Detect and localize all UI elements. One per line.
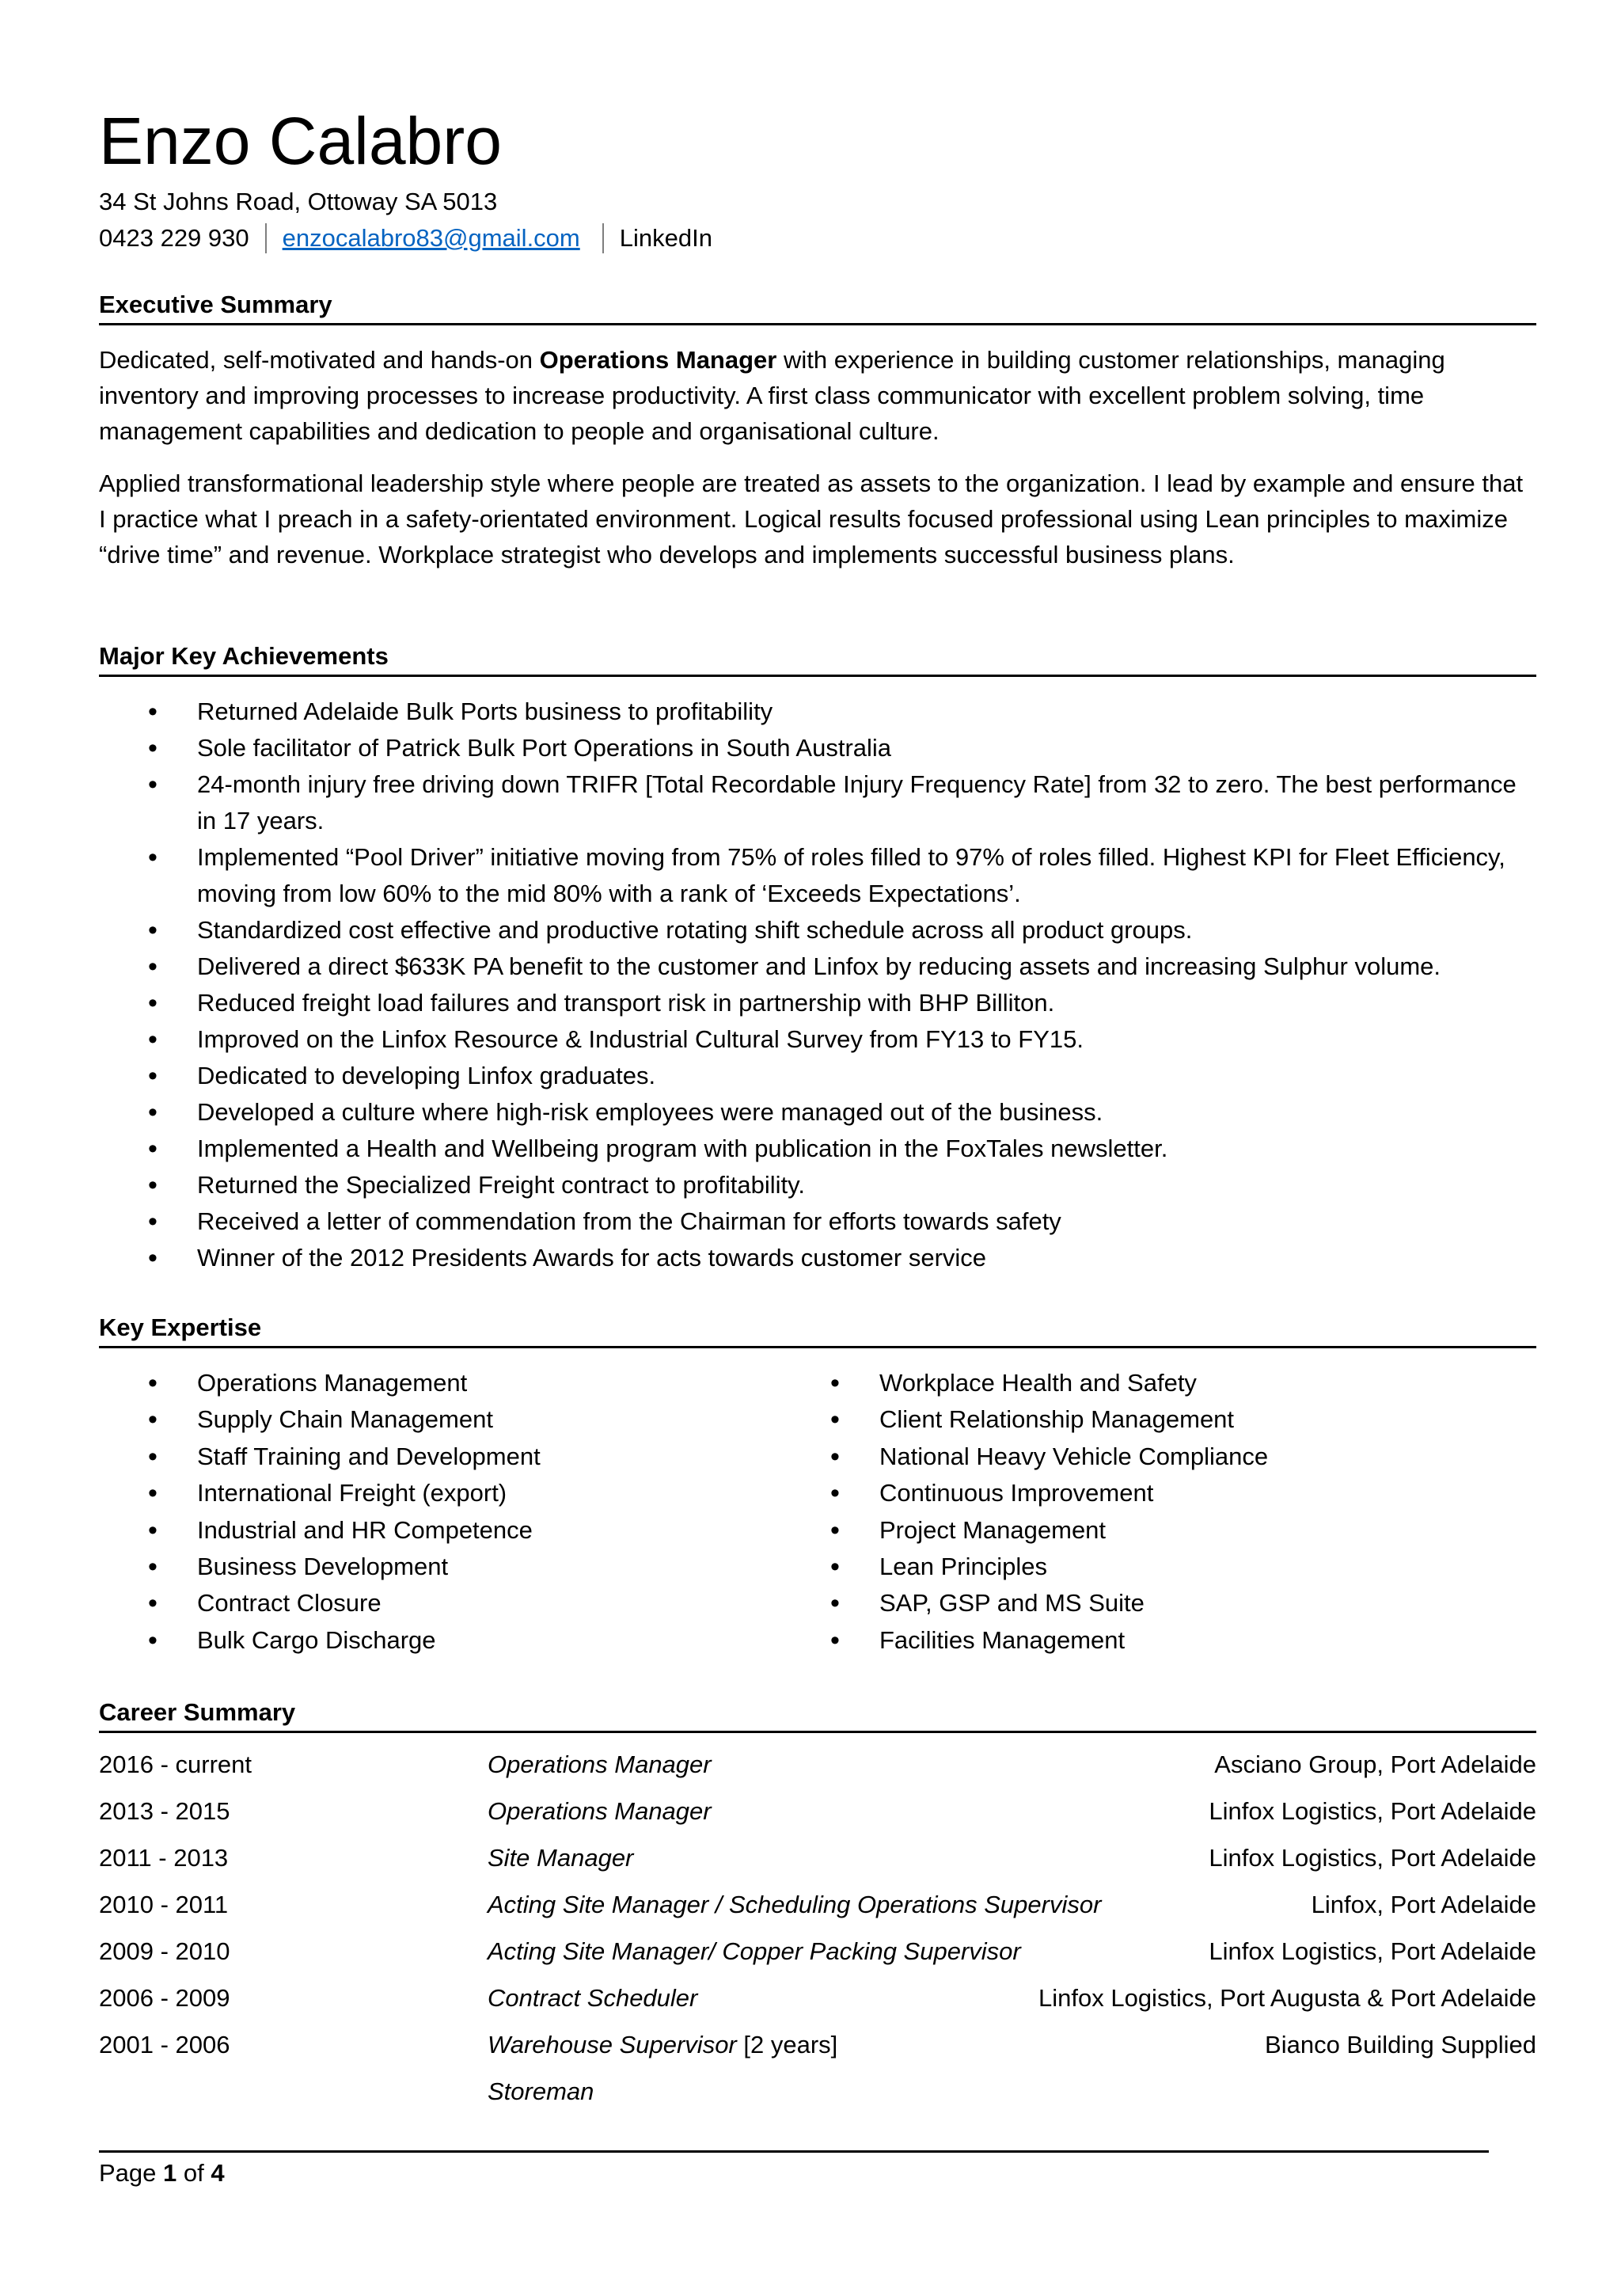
list-item: • Facilities Management: [781, 1622, 1463, 1659]
career-years: 2011 - 2013: [99, 1844, 229, 1872]
achievements-list: [99, 694, 1536, 1276]
career-table: [99, 1748, 1536, 2122]
career-row: [99, 2028, 1536, 2075]
list-item: • Delivered a direct $633K PA benefit to the customer and Linfox by reducing assets and increasing Sulphur volume.: [99, 948, 1536, 985]
list-item: • Returned Adelaide Bulk Ports business to profitability: [99, 694, 1536, 730]
career-years: 2001 - 2006: [99, 2031, 230, 2058]
career-company: Linfox, Port Adelaide: [1311, 1891, 1536, 1918]
career-years: 2010 - 2011: [99, 1891, 229, 1918]
list-item: • Winner of the 2012 Presidents Awards for acts towards customer service: [99, 1240, 1536, 1276]
linkedin-link[interactable]: LinkedIn: [619, 224, 712, 252]
section-heading-career-summary: Career Summary: [99, 1696, 1536, 1733]
candidate-name: Enzo Calabro: [99, 104, 502, 178]
list-item: • Client Relationship Management: [781, 1401, 1463, 1438]
list-item: • Lean Principles: [781, 1549, 1463, 1585]
section-heading-key-expertise: Key Expertise: [99, 1311, 1536, 1348]
section-heading-executive-summary: Executive Summary: [99, 288, 1536, 325]
list-item: • Standardized cost effective and productive rotating shift schedule across all product groups.: [99, 912, 1536, 948]
separator: [602, 223, 604, 253]
career-row: [99, 1842, 1536, 1888]
list-item: • National Heavy Vehicle Compliance: [781, 1439, 1463, 1475]
career-role: Operations Manager: [488, 1751, 712, 1778]
list-item: • Operations Management: [99, 1365, 781, 1401]
career-years: 2006 - 2009: [99, 1984, 230, 2012]
list-item: • Continuous Improvement: [781, 1475, 1463, 1511]
list-item: • International Freight (export): [99, 1475, 781, 1511]
separator: [265, 223, 267, 253]
list-item: • Implemented a Health and Wellbeing program with publication in the FoxTales newsletter.: [99, 1131, 1536, 1167]
career-role: Storeman: [488, 2077, 594, 2105]
list-item: • Business Development: [99, 1549, 781, 1585]
career-company: Bianco Building Supplied: [1265, 2031, 1536, 2058]
expertise-columns: [99, 1365, 1536, 1659]
career-years: 2013 - 2015: [99, 1797, 230, 1825]
list-item: • Dedicated to developing Linfox graduates.: [99, 1058, 1536, 1094]
list-item: • 24-month injury free driving down TRIFR [Total Recordable Injury Frequency Rate] from 32 to zero. The best performance in 17 years.: [99, 766, 1536, 839]
career-row: [99, 1748, 1536, 1795]
page-number: Page 1 of 4: [99, 2159, 225, 2187]
summary-bold-role: Operations Manager: [539, 346, 777, 374]
career-row: [99, 1935, 1536, 1982]
expertise-list-right: [781, 1365, 1463, 1659]
career-row: [99, 1795, 1536, 1842]
list-item: • Improved on the Linfox Resource & Industrial Cultural Survey from FY13 to FY15.: [99, 1021, 1536, 1058]
career-role: Acting Site Manager/ Copper Packing Supervisor: [488, 1937, 1021, 1965]
list-item: • Reduced freight load failures and transport risk in partnership with BHP Billiton.: [99, 985, 1536, 1021]
list-item: • Project Management: [781, 1512, 1463, 1549]
section-heading-achievements: Major Key Achievements: [99, 640, 1536, 677]
career-years: 2016 - current: [99, 1751, 252, 1778]
list-item: • Supply Chain Management: [99, 1401, 781, 1438]
career-company: Linfox Logistics, Port Adelaide: [1209, 1937, 1536, 1965]
career-role: Warehouse Supervisor [2 years]: [488, 2031, 838, 2058]
list-item: • Implemented “Pool Driver” initiative moving from 75% of roles filled to 97% of roles filled. Highest KPI for Fleet Efficiency, moving from low 60% to the mid 80% with a rank of ‘Exceeds Expectations’.: [99, 839, 1536, 912]
contact-line: [99, 222, 712, 255]
career-role: Acting Site Manager / Scheduling Operations Supervisor: [488, 1891, 1102, 1918]
list-item: • Workplace Health and Safety: [781, 1365, 1463, 1401]
list-item: • Sole facilitator of Patrick Bulk Port Operations in South Australia: [99, 730, 1536, 766]
career-company: Asciano Group, Port Adelaide: [1214, 1751, 1536, 1778]
career-company: Linfox Logistics, Port Augusta & Port Adelaide: [1038, 1984, 1536, 2012]
career-role: Operations Manager: [488, 1797, 712, 1825]
summary-paragraph-1: Dedicated, self-motivated and hands-on Operations Manager with experience in building customer relationships, managing inventory and improving processes to increase productivity. A first class communicator with excellent problem solving, time management capabilities and dedication to people and organisational culture.: [99, 346, 1445, 445]
list-item: • Returned the Specialized Freight contract to profitability.: [99, 1167, 1536, 1203]
career-role: Site Manager: [488, 1844, 634, 1872]
career-row: [99, 2075, 1536, 2122]
list-item: • Industrial and HR Competence: [99, 1512, 781, 1549]
career-years: 2009 - 2010: [99, 1937, 230, 1965]
expertise-list-left: [99, 1365, 781, 1659]
summary-paragraph-2: Applied transformational leadership style where people are treated as assets to the organization. I lead by example and ensure that I practice what I preach in a safety-orientated environment. Logical results focused professional using Lean principles to maximize “drive time” and revenue. Workplace strategist who develops and implements successful business plans.: [99, 469, 1524, 568]
career-company: Linfox Logistics, Port Adelaide: [1209, 1844, 1536, 1872]
career-row: [99, 1982, 1536, 2028]
career-row: [99, 1888, 1536, 1935]
list-item: • Received a letter of commendation from the Chairman for efforts towards safety: [99, 1203, 1536, 1240]
list-item: • Developed a culture where high-risk employees were managed out of the business.: [99, 1094, 1536, 1131]
list-item: • SAP, GSP and MS Suite: [781, 1585, 1463, 1621]
address: 34 St Johns Road, Ottoway SA 5013: [99, 188, 498, 215]
career-company: Linfox Logistics, Port Adelaide: [1209, 1797, 1536, 1825]
footer-rule: [99, 2150, 1489, 2153]
list-item: • Contract Closure: [99, 1585, 781, 1621]
phone: 0423 229 930: [99, 224, 249, 252]
career-role: Contract Scheduler: [488, 1984, 698, 2012]
email-link[interactable]: enzocalabro83@gmail.com: [282, 224, 580, 252]
list-item: • Staff Training and Development: [99, 1439, 781, 1475]
list-item: • Bulk Cargo Discharge: [99, 1622, 781, 1659]
